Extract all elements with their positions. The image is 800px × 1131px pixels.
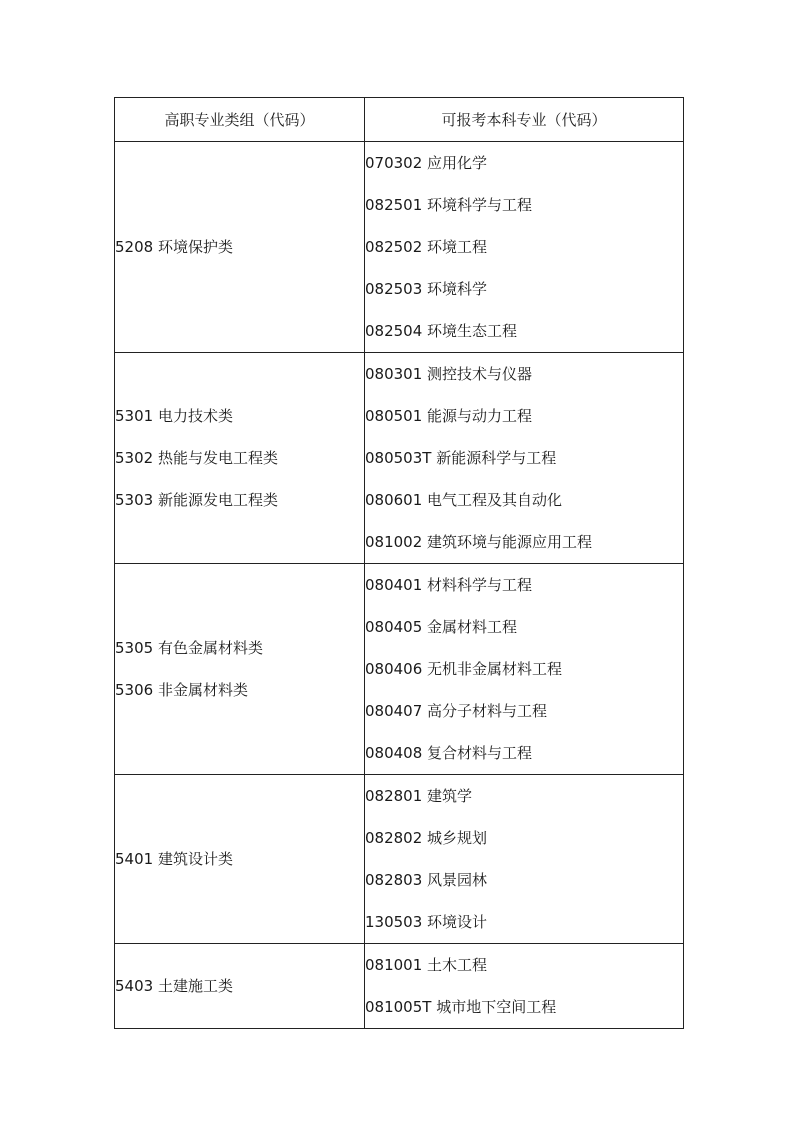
undergraduate-major-entry: 082801 建筑学 (365, 787, 473, 805)
header-undergraduate-major: 可报考本科专业（代码） (365, 98, 684, 142)
undergraduate-major-entry: 080406 无机非金属材料工程 (365, 660, 563, 678)
undergraduate-major-entry: 080407 高分子材料与工程 (365, 702, 548, 720)
vocational-group-cell (115, 944, 365, 1029)
undergraduate-major-cell (365, 353, 684, 564)
major-mapping-table (114, 97, 684, 1029)
vocational-group-entry: 5401 建筑设计类 (115, 850, 233, 868)
undergraduate-major-entry: 082803 风景园林 (365, 871, 488, 889)
undergraduate-major-entry: 081005T 城市地下空间工程 (365, 998, 557, 1016)
vocational-group-cell (115, 142, 365, 353)
undergraduate-major-entry: 080301 测控技术与仪器 (365, 365, 533, 383)
table-row (115, 944, 684, 1029)
undergraduate-major-entry: 080408 复合材料与工程 (365, 744, 533, 762)
undergraduate-major-entry: 081001 土木工程 (365, 956, 488, 974)
undergraduate-major-entry: 082501 环境科学与工程 (365, 196, 533, 214)
vocational-group-entry: 5302 热能与发电工程类 (115, 449, 278, 467)
undergraduate-major-entry: 080503T 新能源科学与工程 (365, 449, 557, 467)
vocational-group-entry: 5303 新能源发电工程类 (115, 491, 278, 509)
vocational-group-entry: 5208 环境保护类 (115, 238, 233, 256)
vocational-group-cell (115, 564, 365, 775)
undergraduate-major-cell (365, 564, 684, 775)
table-row (115, 353, 684, 564)
vocational-group-entry: 5306 非金属材料类 (115, 681, 248, 699)
undergraduate-major-cell (365, 944, 684, 1029)
undergraduate-major-entry: 080501 能源与动力工程 (365, 407, 533, 425)
undergraduate-major-entry: 070302 应用化学 (365, 154, 488, 172)
vocational-group-cell (115, 775, 365, 944)
table-header-row (115, 98, 684, 142)
undergraduate-major-entry: 082503 环境科学 (365, 280, 488, 298)
undergraduate-major-entry: 080601 电气工程及其自动化 (365, 491, 563, 509)
undergraduate-major-entry: 080405 金属材料工程 (365, 618, 518, 636)
undergraduate-major-entry: 082802 城乡规划 (365, 829, 488, 847)
table-row (115, 564, 684, 775)
undergraduate-major-entry: 082502 环境工程 (365, 238, 488, 256)
table-row (115, 142, 684, 353)
table-body (115, 142, 684, 1029)
header-vocational-group: 高职专业类组（代码） (115, 98, 365, 142)
undergraduate-major-entry: 081002 建筑环境与能源应用工程 (365, 533, 593, 551)
undergraduate-major-entry: 130503 环境设计 (365, 913, 488, 931)
undergraduate-major-entry: 082504 环境生态工程 (365, 322, 518, 340)
undergraduate-major-cell (365, 775, 684, 944)
table-row (115, 775, 684, 944)
vocational-group-entry: 5403 土建施工类 (115, 977, 233, 995)
undergraduate-major-entry: 080401 材料科学与工程 (365, 576, 533, 594)
vocational-group-entry: 5301 电力技术类 (115, 407, 233, 425)
vocational-group-cell (115, 353, 365, 564)
vocational-group-entry: 5305 有色金属材料类 (115, 639, 263, 657)
undergraduate-major-cell (365, 142, 684, 353)
